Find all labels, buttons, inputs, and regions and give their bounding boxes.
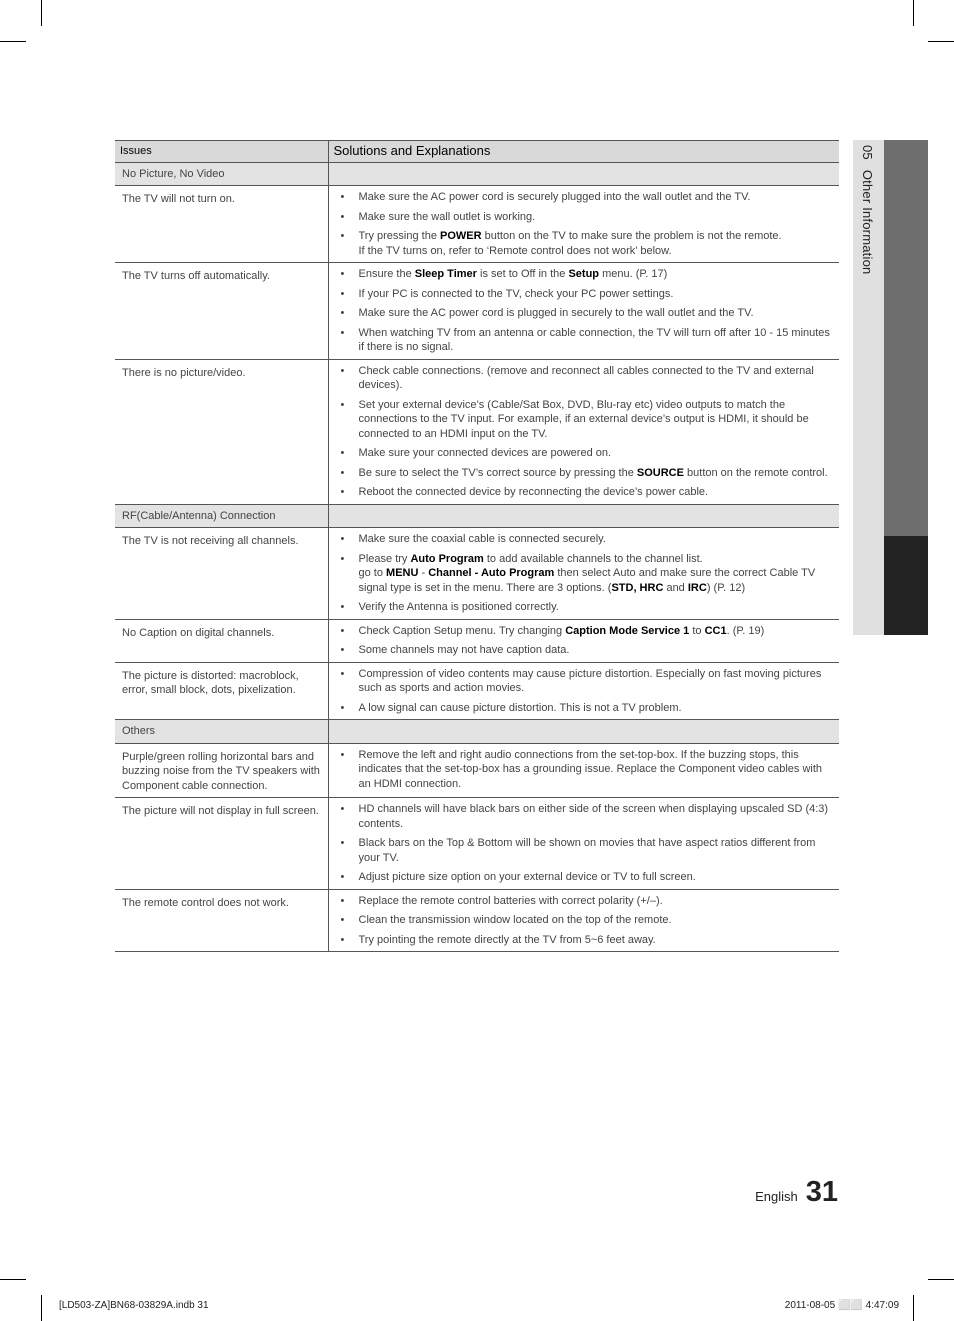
solution-item: • Try pointing the remote directly at the TV from 5~6 feet away. (335, 933, 832, 948)
solutions-list (335, 667, 832, 716)
crop-mark (41, 0, 42, 26)
solution-item: • Ensure the Sleep Timer is set to Off in the Setup menu. (P. 17) (335, 267, 832, 282)
table-header-row (115, 141, 839, 163)
crop-mark (913, 0, 914, 26)
crop-mark (928, 41, 954, 42)
solution-item: • Set your external device’s (Cable/Sat Box, DVD, Blu-ray etc) video outputs to match the connections to the TV input. For example, if an external device’s output is HDMI, it should be connected to an HDMI input on the TV. (335, 398, 832, 442)
issue-cell: The TV turns off automatically. (115, 263, 328, 360)
solution-item: • Check Caption Setup menu. Try changing Caption Mode Service 1 to CC1. (P. 19) (335, 624, 832, 639)
solution-item: • Try pressing the POWER button on the TV to make sure the problem is not the remote. If the TV turns on, refer to ‘Remote control does not work’ below. (335, 229, 832, 258)
section-title: Others (115, 720, 328, 744)
solutions-cell (328, 798, 839, 890)
solution-item: • Reboot the connected device by reconnecting the device’s power cable. (335, 485, 832, 500)
solutions-cell (328, 662, 839, 720)
chapter-title: Other Information (860, 169, 875, 275)
table-row (115, 662, 839, 720)
chapter-number: 05 (860, 145, 875, 160)
solutions-list (335, 190, 832, 258)
solution-item: • A low signal can cause picture distortion. This is not a TV problem. (335, 701, 832, 716)
solution-item: • Make sure the coaxial cable is connected securely. (335, 532, 832, 547)
solutions-list (335, 532, 832, 615)
solution-item: • Black bars on the Top & Bottom will be shown on movies that have aspect ratios different from your TV. (335, 836, 832, 865)
issue-cell: The TV will not turn on. (115, 186, 328, 263)
solution-item: • Check cable connections. (remove and reconnect all cables connected to the TV and external devices). (335, 364, 832, 393)
solution-item: • Please try Auto Program to add available channels to the channel list. go to MENU - Channel - Auto Program then select Auto and make sure the correct Cable TV signal type is set in the menu. There are 3 options. (STD, HRC and IRC) (P. 12) (335, 552, 832, 596)
section-row (115, 162, 839, 186)
page-number-block (755, 1176, 838, 1209)
solutions-cell (328, 619, 839, 662)
table-row (115, 359, 839, 504)
table-row (115, 619, 839, 662)
crop-mark (0, 1279, 26, 1280)
crop-mark (0, 41, 26, 42)
solution-item: • Replace the remote control batteries with correct polarity (+/–). (335, 894, 832, 909)
solution-item: • Verify the Antenna is positioned correctly. (335, 600, 832, 615)
solution-item: • Clean the transmission window located on the top of the remote. (335, 913, 832, 928)
crop-mark (928, 1279, 954, 1280)
issue-cell: No Caption on digital channels. (115, 619, 328, 662)
crop-mark (913, 1295, 914, 1321)
solution-item: • Be sure to select the TV’s correct source by pressing the SOURCE button on the remote control. (335, 466, 832, 481)
solutions-list (335, 364, 832, 500)
section-empty-cell (328, 162, 839, 186)
section-empty-cell (328, 720, 839, 744)
solution-item: • If your PC is connected to the TV, check your PC power settings. (335, 287, 832, 302)
side-tab-label (860, 145, 875, 274)
solutions-cell (328, 889, 839, 952)
solution-item: • Make sure the AC power cord is plugged in securely to the wall outlet and the TV. (335, 306, 832, 321)
issue-cell: The TV is not receiving all channels. (115, 528, 328, 620)
solutions-list (335, 802, 832, 885)
solution-item: • Make sure your connected devices are powered on. (335, 446, 832, 461)
side-tab-black-block (884, 536, 928, 635)
section-row (115, 720, 839, 744)
section-empty-cell (328, 504, 839, 528)
table-body (115, 162, 839, 952)
solutions-list (335, 894, 832, 948)
issue-cell: The remote control does not work. (115, 889, 328, 952)
solutions-list (335, 624, 832, 658)
table-row (115, 798, 839, 890)
table-row (115, 528, 839, 620)
section-row (115, 504, 839, 528)
solutions-cell (328, 528, 839, 620)
solutions-list (335, 267, 832, 355)
solution-item: • When watching TV from an antenna or cable connection, the TV will turn off after 10 - 15 minutes if there is no signal. (335, 326, 832, 355)
table-row (115, 743, 839, 798)
header-solutions: Solutions and Explanations (328, 141, 839, 163)
crop-mark (41, 1295, 42, 1321)
issue-cell: The picture will not display in full screen. (115, 798, 328, 890)
solutions-cell (328, 186, 839, 263)
solution-item: • Make sure the AC power cord is securely plugged into the wall outlet and the TV. (335, 190, 832, 205)
solution-item: • HD channels will have black bars on either side of the screen when displaying upscaled SD (4:3) contents. (335, 802, 832, 831)
solutions-cell (328, 743, 839, 798)
page-number: 31 (805, 1176, 838, 1208)
issue-cell: Purple/green rolling horizontal bars and buzzing noise from the TV speakers with Component cable connection. (115, 743, 328, 798)
section-title: No Picture, No Video (115, 162, 328, 186)
solution-item: • Some channels may not have caption data. (335, 643, 832, 658)
table-row (115, 186, 839, 263)
solution-item: • Compression of video contents may cause picture distortion. Especially on fast moving pictures such as sports and action movies. (335, 667, 832, 696)
footer-timestamp: 2011-08-05 ⬜⬜ 4:47:09 (784, 1300, 899, 1311)
solution-item: • Adjust picture size option on your external device or TV to full screen. (335, 870, 832, 885)
solutions-cell (328, 359, 839, 504)
solution-item: • Make sure the wall outlet is working. (335, 210, 832, 225)
section-title: RF(Cable/Antenna) Connection (115, 504, 328, 528)
table-row (115, 889, 839, 952)
header-issues: Issues (115, 141, 328, 163)
issue-cell: The picture is distorted: macroblock, error, small block, dots, pixelization. (115, 662, 328, 720)
footer-filename: [LD503-ZA]BN68-03829A.indb 31 (59, 1300, 209, 1311)
table-row (115, 263, 839, 360)
page-language: English (755, 1189, 798, 1204)
solutions-list (335, 748, 832, 792)
solutions-cell (328, 263, 839, 360)
side-tab-dark-block (884, 140, 928, 536)
solution-item: • Remove the left and right audio connections from the set-top-box. If the buzzing stops, this indicates that the set-top-box has a grounding issue. Replace the Component video cables with an HDMI connection. (335, 748, 832, 792)
issue-cell: There is no picture/video. (115, 359, 328, 504)
troubleshooting-table (115, 140, 839, 952)
